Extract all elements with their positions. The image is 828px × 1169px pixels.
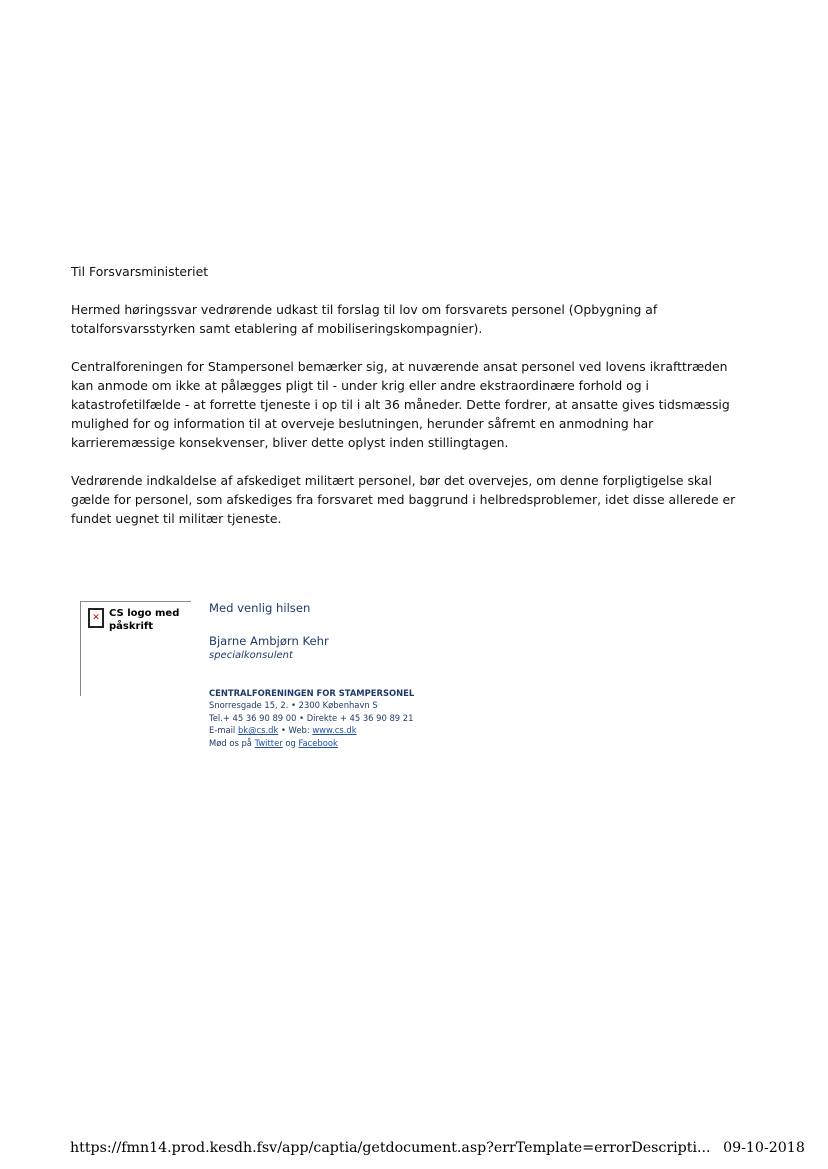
email-signature	[209, 600, 509, 749]
letter-body	[71, 262, 751, 547]
footer-date: 09-10-2018	[723, 1140, 805, 1156]
facebook-link[interactable]: Facebook	[298, 737, 338, 748]
print-footer	[70, 1140, 805, 1156]
logo-image-placeholder	[80, 601, 191, 696]
web-link[interactable]: www.cs.dk	[312, 725, 357, 735]
email-label: E-mail	[209, 725, 236, 735]
social-and: og	[285, 737, 296, 748]
footer-url: https://fmn14.prod.kesdh.fsv/app/captia/getdocument.asp?errTemplate=errorDescripti...	[70, 1140, 711, 1156]
phone-line: Tel.+ 45 36 90 89 00 • Direkte + 45 36 90 89 21	[209, 712, 414, 723]
contact-line	[209, 724, 509, 737]
email-link[interactable]: bk@cs.dk	[237, 725, 279, 735]
address-line: Snorresgade 15, 2. • 2300 København S	[209, 700, 378, 710]
sender-name: Bjarne Ambjørn Kehr	[209, 634, 329, 648]
paragraph-intro: Hermed høringssvar vedrørende udkast til forslag til lov om forsvarets personel (Opbygning af totalforsvarsstyrken samt etablering af mobiliseringskompagnier).	[71, 302, 658, 336]
salutation: Til Forsvarsministeriet	[71, 264, 209, 279]
web-label: • Web:	[280, 725, 310, 735]
social-line	[209, 737, 509, 750]
paragraph-recall: Vedrørende indkaldelse af afskediget militært personel, bør det overvejes, om denne forpligtigelse skal gælde for personel, som afskediges fra forsvaret med baggrund i helbredsproblemer, idet disse allerede er fundet uegnet til militær tjeneste.	[71, 473, 736, 526]
twitter-link[interactable]: Twitter	[254, 737, 283, 748]
organization-name: CENTRALFORENINGEN FOR STAMPERSONEL	[209, 688, 415, 698]
image-alt-text: CS logo med påskrift	[109, 608, 180, 632]
closing: Med venlig hilsen	[209, 601, 311, 615]
paragraph-main: Centralforeningen for Stampersonel bemærker sig, at nuværende ansat personel ved lovens ikrafttræden kan anmode om ikke at pålægges pligt til - under krig eller andre ekstraordinære forhold og i katastrofetilfælde - at forrette tjeneste i op til i alt 36 måneder. Dette fordrer, at ansatte gives tidsmæssig mulighed for og information til at overveje beslutningen, herunder såfremt en anmodning har karrieremæssige konsekvenser, bliver dette oplyst inden stillingtagen.	[71, 359, 730, 450]
social-prefix: Mød os på	[209, 737, 252, 748]
sender-role: specialkonsulent	[209, 650, 293, 661]
broken-image-icon: ✕	[88, 608, 104, 628]
